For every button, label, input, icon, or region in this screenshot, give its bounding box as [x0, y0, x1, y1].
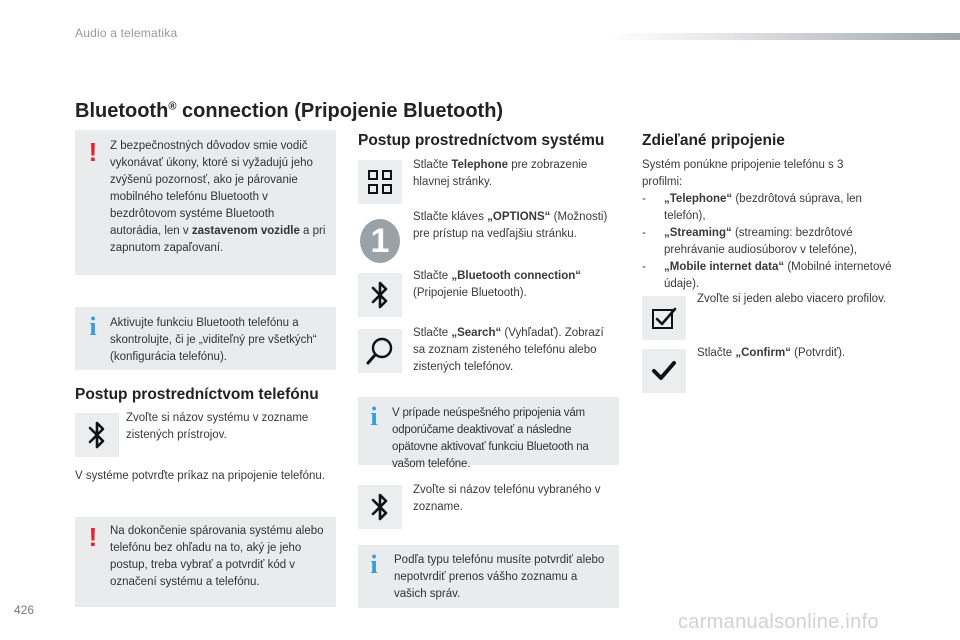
s2-post: (Možnosti) pre prístup na vedľajšiu stránku.: [413, 211, 608, 240]
s3-post: (Pripojenie Bluetooth).: [413, 287, 527, 299]
header-section-title: Audio a telematika: [75, 26, 178, 40]
transfer-info-box: [358, 545, 619, 608]
security-warning-box: [75, 130, 336, 275]
s2-pre: Stlačte kláves: [413, 211, 488, 223]
bluetooth-icon: [370, 491, 390, 523]
confirm-step-text: [697, 345, 917, 362]
watermark-text: carmanualsonline.info: [678, 611, 879, 633]
title-rest: connection (Pripojenie Bluetooth): [176, 100, 504, 122]
bluetooth-icon: [87, 419, 107, 451]
checkbox-icon: [651, 306, 677, 330]
phone-bluetooth-icon-box: [75, 413, 119, 457]
profile-dash: -: [642, 261, 646, 273]
page-title: [75, 100, 503, 123]
s3-pre: Stlačte: [413, 270, 452, 282]
phone-procedure-heading: Postup prostredníctvom telefónu: [75, 386, 319, 403]
step-number-badge: 1: [360, 219, 400, 263]
choose-profiles-text: Zvoľte si jeden alebo viacero profilov.: [697, 293, 887, 305]
header-gradient-bar: [612, 33, 960, 40]
info-icon: i: [89, 312, 97, 341]
security-warning-bold: zastavenom vozidle: [191, 225, 300, 237]
profile-item: [642, 225, 897, 259]
title-registered-mark: ®: [168, 100, 177, 113]
security-warning-part1: Z bezpečnostných dôvodov smie vodič vykonávať úkony, ktoré si vyžadujú jeho zvýšenú pozornosť, ako je párovanie mobilného telefónu Bluetooth v bezdrôtovom systéme Bluetooth autorádia, len v: [110, 140, 313, 237]
profile-item: [642, 191, 897, 225]
activate-info-text: Aktivujte funkciu Bluetooth telefónu a skontrolujte, či je „viditeľný pre všetkých“ (konfigurácia telefónu).: [110, 317, 317, 363]
security-warning-part2: a pri zapnutom zapaľovaní.: [110, 225, 326, 254]
system-procedure-heading: Postup prostredníctvom systému: [358, 132, 605, 149]
apps-icon-box: [358, 160, 402, 204]
s4-bold: „Search“: [451, 327, 502, 339]
pairing-warning-box: [75, 517, 336, 607]
s1-pre: Stlačte: [413, 159, 452, 171]
phone-step-select-system: Zvoľte si názov systému v zozname zistených prístrojov.: [126, 412, 309, 441]
system-step-options: [413, 209, 618, 243]
confirm-icon-box: [642, 349, 686, 393]
s3-bold: „Bluetooth connection“: [451, 270, 582, 282]
profile-list: [642, 191, 897, 293]
system-step-select-phone: Zvoľte si názov telefónu vybraného v zozname.: [413, 484, 601, 513]
security-warning-text: [110, 138, 328, 257]
confirm-pre: Stlačte: [697, 347, 736, 359]
s1-post: pre zobrazenie hlavnej stránky.: [413, 159, 588, 188]
s4-post: (Vyhľadať). Zobrazí sa zoznam zisteného telefónu alebo zistených telefónov.: [413, 327, 604, 373]
s1-bold: Telephone: [451, 159, 509, 171]
search-icon: [365, 336, 395, 366]
checkmark-icon: [651, 360, 677, 382]
profile-desc: (streaming: bezdrôtové prehrávanie audiosúborov v telefóne),: [664, 227, 858, 256]
page-number: 426: [14, 603, 35, 617]
s4-pre: Stlačte: [413, 327, 452, 339]
profile-dash: -: [642, 193, 646, 205]
system-step-search: [413, 325, 618, 376]
confirm-post: (Potvrdiť).: [790, 347, 846, 359]
system-step-telephone: [413, 157, 618, 191]
profile-desc: (bezdrôtová súprava, len telefón),: [664, 193, 862, 222]
phone-step-confirm: V systéme potvrďte príkaz na pripojenie telefónu.: [75, 470, 325, 482]
connection-fail-info-box: [358, 397, 619, 470]
info-icon: i: [370, 402, 378, 431]
phone-select-icon-box: [358, 485, 402, 529]
apps-grid-icon: [367, 169, 393, 195]
search-icon-box: [358, 329, 402, 373]
title-prefix: Bluetooth: [75, 100, 169, 122]
warning-icon: !: [88, 522, 98, 552]
shared-connection-heading: Zdieľané pripojenie: [642, 132, 785, 149]
profile-desc: (Mobilné internetové údaje).: [664, 261, 892, 290]
profile-name: „Streaming“: [664, 227, 732, 239]
pairing-warning-text: Na dokončenie spárovania systému alebo telefónu bez ohľadu na to, aký je jeho postup, treba vybrať a potvrdiť kód v označení systému a telefónu.: [110, 525, 324, 588]
activate-info-box: [75, 307, 336, 370]
profile-name: „Mobile internet data“: [664, 261, 785, 273]
confirm-bold: „Confirm“: [735, 347, 791, 359]
profiles-checkbox-icon-box: [642, 296, 686, 340]
transfer-info-text: Podľa typu telefónu musíte potvrdiť alebo nepotvrdiť prenos vášho zoznamu a vašich správ.: [394, 554, 605, 600]
bluetooth-connection-icon-box: [358, 273, 402, 317]
info-icon: i: [370, 550, 378, 579]
bluetooth-icon: [370, 279, 390, 311]
profile-name: „Telephone“: [664, 193, 733, 205]
s2-bold: „OPTIONS“: [487, 211, 551, 223]
profile-item: [642, 259, 897, 293]
profile-dash: -: [642, 227, 646, 239]
connection-fail-info-text: V prípade neúspešného pripojenia vám odporúčame deaktivovať a následne opätovne aktivovať funkciu Bluetooth na vašom telefóne.: [392, 407, 589, 470]
shared-intro: Systém ponúkne pripojenie telefónu s 3 profilmi:: [642, 159, 844, 188]
system-step-bluetooth-connection: [413, 268, 618, 302]
warning-icon: !: [88, 137, 98, 167]
